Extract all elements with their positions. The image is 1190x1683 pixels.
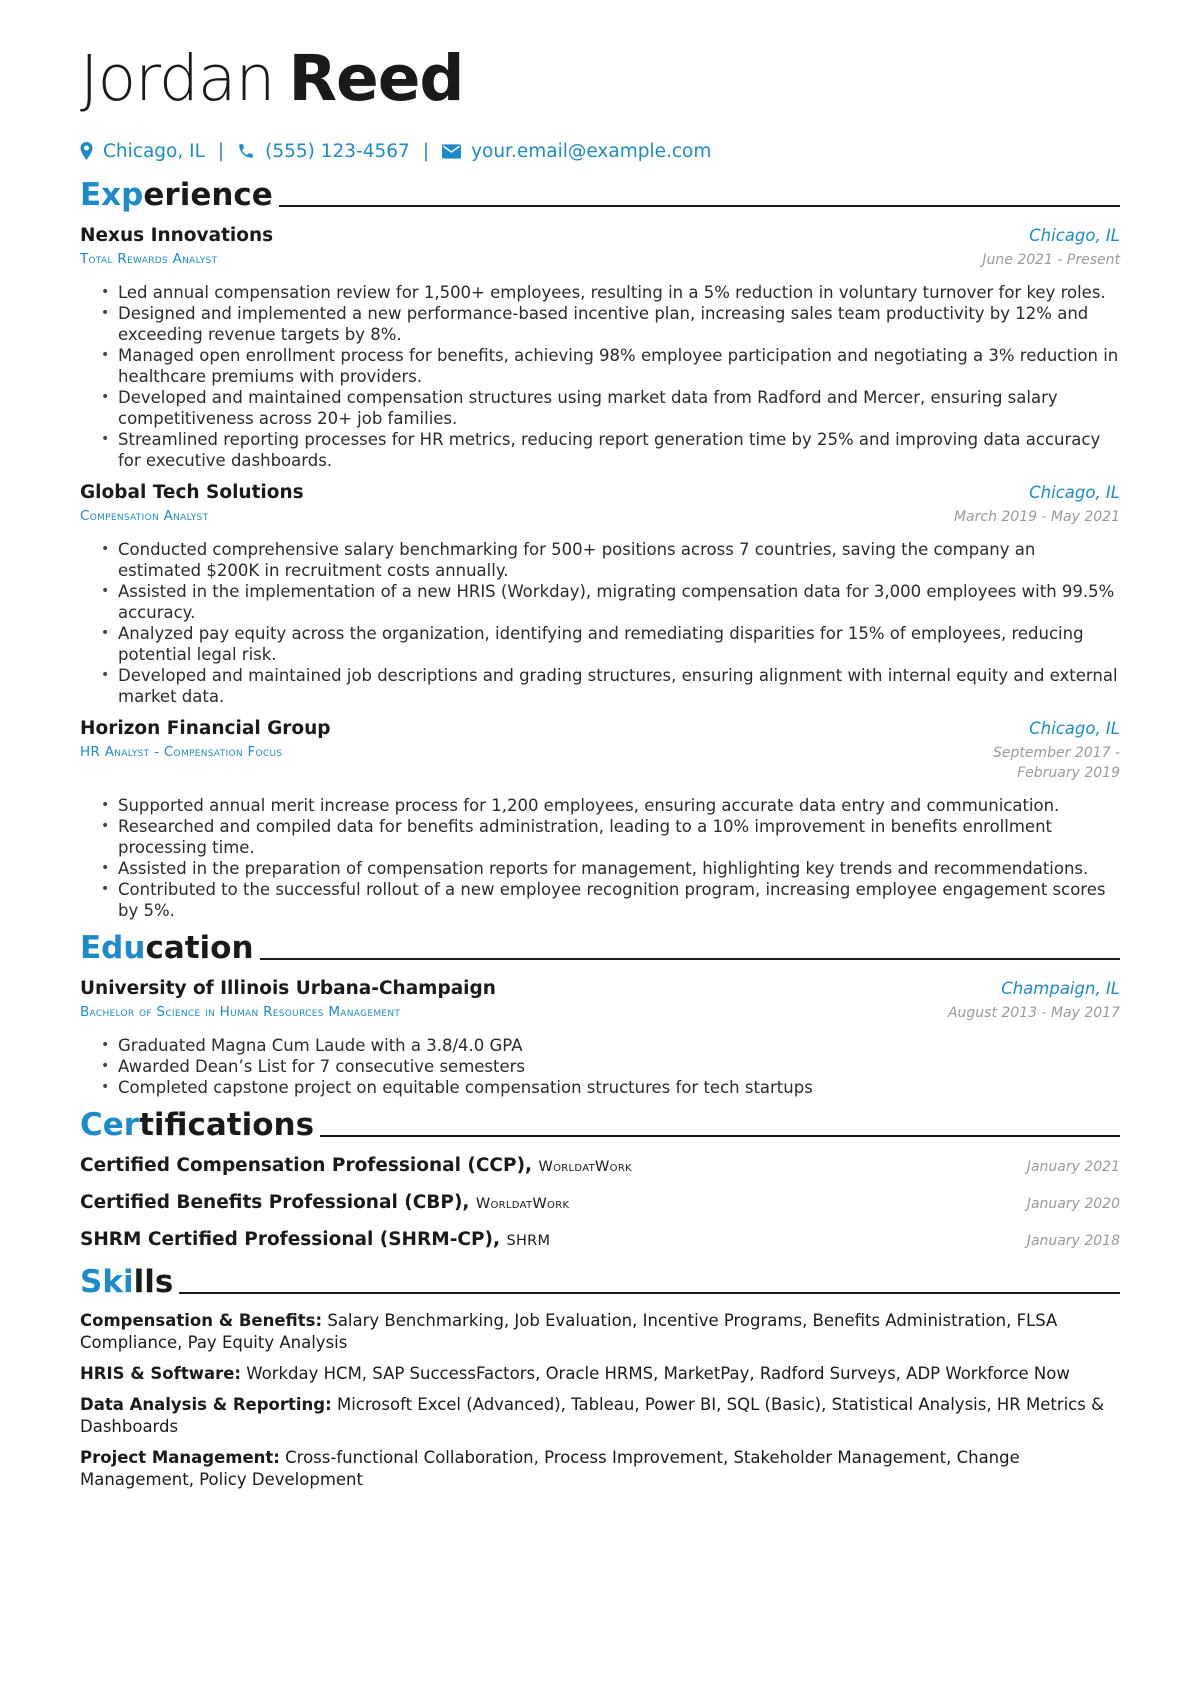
email-link: your.email@example.com xyxy=(471,140,712,162)
bullet-item: • Led annual compensation review for 1,500+ employees, resulting in a 5% reduction in voluntary turnover for key roles. xyxy=(118,282,1120,303)
skill-label: HRIS & Software: xyxy=(80,1364,242,1383)
bullet-item: • Awarded Dean’s List for 7 consecutive semesters xyxy=(118,1056,1120,1077)
skill-line xyxy=(80,1363,1120,1385)
skill-line xyxy=(80,1447,1120,1491)
skill-line xyxy=(80,1310,1120,1354)
education-entry xyxy=(80,975,1120,1098)
bullet-item: • Analyzed pay equity across the organization, identifying and remediating disparities for 15% of employees, reducing potential legal risk. xyxy=(118,623,1120,665)
bullet-item: • Graduated Magna Cum Laude with a 3.8/4.0 GPA xyxy=(118,1035,1120,1056)
education-dates: August 2013 - May 2017 xyxy=(947,1005,1120,1021)
contact-separator: | xyxy=(422,140,430,162)
skill-value: Salary Benchmarking, Job Evaluation, Incentive Programs, Benefits Administration, FLSA Compliance, Pay Equity Analysis xyxy=(80,1311,1058,1352)
job-dates: June 2021 - Present xyxy=(982,252,1120,268)
section-title: Education xyxy=(80,930,254,966)
contact-location xyxy=(80,141,205,162)
skill-label: Compensation & Benefits: xyxy=(80,1311,323,1330)
contact-email[interactable] xyxy=(442,141,711,162)
candidate-name xyxy=(80,40,1120,118)
phone-icon xyxy=(237,142,255,160)
job-entry xyxy=(80,222,1120,471)
job-dates: March 2019 - May 2021 xyxy=(953,509,1120,525)
contact-phone[interactable] xyxy=(237,141,410,162)
education-bullets xyxy=(80,1035,1120,1098)
skill-value: Cross-functional Collaboration, Process Improvement, Stakeholder Management, Change Management, Policy Development xyxy=(80,1448,1020,1489)
school-location: Champaign, IL xyxy=(1001,979,1120,998)
job-title: Total Rewards Analyst xyxy=(80,251,218,267)
section-rule xyxy=(279,205,1120,207)
job-location: Chicago, IL xyxy=(1029,719,1120,738)
phone-text: (555) 123-4567 xyxy=(265,140,410,162)
envelope-icon xyxy=(442,144,461,159)
first-name: Jordan xyxy=(80,42,275,115)
job-location: Chicago, IL xyxy=(1029,483,1120,502)
certification-item: SHRM Certified Professional (SHRM-CP), SHRM January 2018 xyxy=(80,1226,1120,1255)
contact-bar xyxy=(80,134,1120,168)
certification-issuer: SHRM xyxy=(506,1233,551,1249)
degree: Bachelor of Science in Human Resources Management xyxy=(80,1004,401,1020)
skill-label: Project Management: xyxy=(80,1448,280,1467)
bullet-item: • Managed open enrollment process for benefits, achieving 98% employee participation and negotiating a 3% reduction in healthcare premiums with providers. xyxy=(118,345,1120,387)
company-name: Global Tech Solutions xyxy=(80,482,304,503)
skill-label: Data Analysis & Reporting: xyxy=(80,1395,332,1414)
bullet-item: • Supported annual merit increase process for 1,200 employees, ensuring accurate data entry and communication. xyxy=(118,795,1120,816)
job-location: Chicago, IL xyxy=(1029,226,1120,245)
skill-line xyxy=(80,1394,1120,1438)
certification-date: January 2018 xyxy=(1026,1233,1120,1249)
certification-name: SHRM Certified Professional (SHRM-CP) xyxy=(80,1229,493,1250)
certification-name: Certified Compensation Professional (CCP) xyxy=(80,1155,526,1176)
section-rule xyxy=(179,1292,1120,1294)
bullet-item: • Assisted in the implementation of a new HRIS (Workday), migrating compensation data for 3,000 employees with 99.5% accuracy. xyxy=(118,581,1120,623)
education-section-heading xyxy=(80,929,1120,967)
section-title: Experience xyxy=(80,177,273,213)
bullet-item: • Researched and compiled data for benefits administration, leading to a 10% improvement in benefits enrollment processing time. xyxy=(118,816,1120,858)
certifications-section-heading xyxy=(80,1106,1120,1144)
bullet-item: • Completed capstone project on equitable compensation structures for tech startups xyxy=(118,1077,1120,1098)
job-bullets xyxy=(80,795,1120,921)
certification-issuer: WorldatWork xyxy=(538,1159,632,1175)
certification-name: Certified Benefits Professional (CBP) xyxy=(80,1192,463,1213)
certification-date: January 2020 xyxy=(1026,1196,1120,1212)
certification-issuer: WorldatWork xyxy=(475,1196,570,1212)
map-pin-icon xyxy=(80,142,93,160)
company-name: Horizon Financial Group xyxy=(80,718,331,739)
job-title: HR Analyst - Compensation Focus xyxy=(80,744,283,760)
job-dates: September 2017 - February 2019 xyxy=(993,745,1120,781)
section-rule xyxy=(260,958,1120,960)
certification-item: Certified Benefits Professional (CBP), WorldatWork January 2020 xyxy=(80,1189,1120,1218)
bullet-item: • Developed and maintained compensation structures using market data from Radford and Mercer, ensuring salary competitiveness across 20+ job families. xyxy=(118,387,1120,429)
bullet-item: • Designed and implemented a new performance-based incentive plan, increasing sales team productivity by 12% and exceeding revenue targets by 8%. xyxy=(118,303,1120,345)
skill-value: Microsoft Excel (Advanced), Tableau, Power BI, SQL (Basic), Statistical Analysis, HR Metrics & Dashboards xyxy=(80,1395,1104,1436)
bullet-item: • Conducted comprehensive salary benchmarking for 500+ positions across 7 countries, saving the company an estimated $200K in recruitment costs annually. xyxy=(118,539,1120,581)
bullet-item: • Assisted in the preparation of compensation reports for management, highlighting key trends and recommendations. xyxy=(118,858,1120,879)
resume-content xyxy=(80,40,1120,1491)
section-title: Skills xyxy=(80,1264,174,1300)
contact-separator: | xyxy=(217,140,225,162)
location-text: Chicago, IL xyxy=(103,140,205,162)
skill-value: Workday HCM, SAP SuccessFactors, Oracle HRMS, MarketPay, Radford Surveys, ADP Workforce Now xyxy=(246,1364,1070,1383)
job-entry xyxy=(80,479,1120,707)
school-name: University of Illinois Urbana-Champaign xyxy=(80,978,496,999)
experience-section-heading xyxy=(80,176,1120,214)
last-name: Reed xyxy=(288,42,464,115)
certification-date: January 2021 xyxy=(1026,1159,1120,1175)
section-title: Certifications xyxy=(80,1107,315,1143)
bullet-item: • Streamlined reporting processes for HR metrics, reducing report generation time by 25% and improving data accuracy for executive dashboards. xyxy=(118,429,1120,471)
company-name: Nexus Innovations xyxy=(80,225,274,246)
job-entry xyxy=(80,715,1120,921)
bullet-item: • Developed and maintained job descriptions and grading structures, ensuring alignment with internal equity and external market data. xyxy=(118,665,1120,707)
section-rule xyxy=(320,1135,1120,1137)
job-title: Compensation Analyst xyxy=(80,508,209,524)
bullet-item: • Contributed to the successful rollout of a new employee recognition program, increasing employee engagement scores by 5%. xyxy=(118,879,1120,921)
skills-section-heading xyxy=(80,1263,1120,1301)
job-bullets xyxy=(80,282,1120,471)
job-bullets xyxy=(80,539,1120,707)
certification-item: Certified Compensation Professional (CCP), WorldatWork January 2021 xyxy=(80,1152,1120,1181)
